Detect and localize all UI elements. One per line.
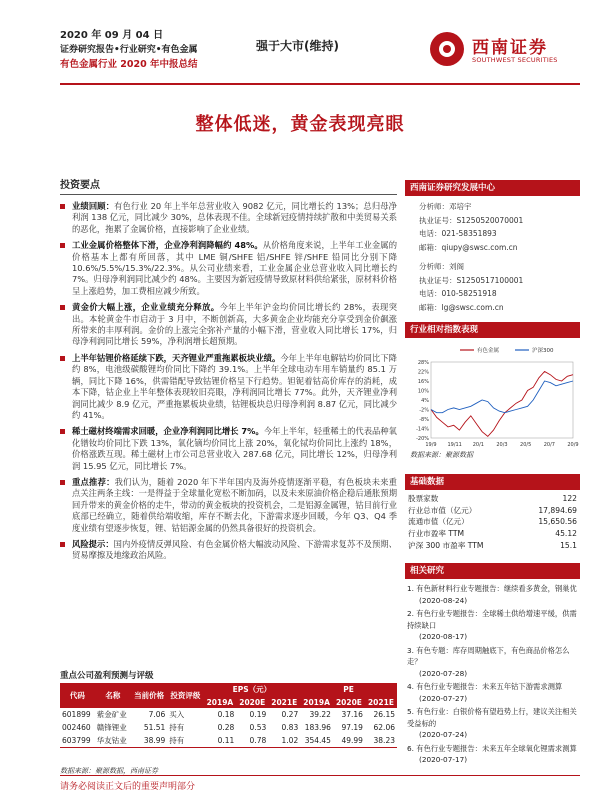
basic-data-row — [405, 493, 580, 505]
table-row — [60, 734, 397, 748]
table-cell: 买入 — [169, 710, 185, 719]
col-name: 名称 — [95, 683, 131, 708]
col-year: 2019A — [300, 696, 333, 708]
summary-point-lead: 黄金价大幅上涨，企业业绩充分释放。 — [72, 302, 220, 313]
table-cell: 37.16 — [341, 710, 363, 719]
related-item-date: (2020-08-17) — [419, 632, 468, 641]
col-eps: EPS（元） — [204, 683, 301, 696]
logo-text-cn: 西南证券 — [472, 38, 548, 58]
x-tick-label: 19/11 — [447, 442, 462, 448]
summary-point-text: 有色行业 20 年上半年总营业收入 9082 亿元，同比增长约 13%；总归母净利润 138 亿元，同比减少 30%，总体表现不佳。全球新冠疫情持续扩散和中美贸易关系的恶化，拖累了金属价格，直接影响了企业业绩。 — [72, 201, 397, 234]
related-item-date: (2020-07-17) — [419, 755, 468, 764]
table-cell: 持有 — [167, 734, 203, 748]
summary-heading: 投资要点 — [60, 176, 397, 195]
report-category: 证券研究报告•行业研究•有色金属 — [60, 45, 198, 55]
footer-disclaimer: 请务必阅读正文后的重要声明部分 — [60, 782, 196, 792]
analyst-name: 分析师：刘阁 — [419, 262, 464, 271]
stock-table — [60, 683, 397, 748]
table-cell: 0.18 — [217, 710, 235, 719]
related-item-date: (2020-07-28) — [419, 668, 468, 678]
bullet-square-icon — [60, 305, 65, 310]
basic-data-value: 122 — [562, 494, 577, 503]
table-cell: 002460 — [62, 723, 91, 732]
related-list — [405, 579, 580, 766]
stock-table-source: 数据来源：聚源数据，西南证券 — [60, 767, 158, 775]
col-code: 代码 — [60, 683, 95, 708]
analyst-cert: 执业证号：S1250517100001 — [419, 275, 524, 285]
x-tick-label: 20/3 — [496, 442, 508, 448]
summary-point-lead: 业绩回顾： — [72, 201, 115, 211]
basic-data-label: 沪深 300 市盈率 TTM — [408, 540, 484, 550]
y-tick-label: -2% — [419, 407, 429, 414]
bullet-square-icon — [60, 429, 65, 434]
col-price: 当前价格 — [131, 683, 167, 708]
table-cell: 赣锋锂业 — [96, 723, 127, 732]
y-tick-label: -8% — [419, 417, 429, 423]
table-cell: 0.19 — [249, 710, 267, 719]
col-year: 2021E — [365, 696, 397, 708]
col-year: 2020E — [333, 696, 365, 708]
bullet-square-icon — [60, 204, 65, 209]
summary-point — [60, 353, 397, 421]
basic-data-label: 流通市值（亿元） — [408, 517, 469, 527]
related-item[interactable] — [405, 583, 580, 606]
related-item-title[interactable]: 1. 有色新材料行业专题报告：继续看多黄金，钢巢优 — [407, 584, 577, 593]
bullet-square-icon — [60, 243, 65, 248]
col-year: 2019A — [204, 696, 237, 708]
analyst-phone: 电话：010-58251918 — [419, 289, 497, 298]
table-cell: 持有 — [169, 723, 185, 732]
y-tick-label: 4% — [421, 398, 429, 404]
summary-points — [60, 201, 397, 562]
related-item-title[interactable]: 5. 有色行业：白银价格有望趋势上行，建议关注相关受益标的 — [407, 707, 577, 728]
summary-point-text: 今年上半年沪金均价同比增长约 28%，表现突出。本轮黄金牛市启动于 3 月中，不断创新高，大多黄金企业均能充分享受到金价飙涨所带来的丰厚利润。金价的上涨完全弥补产量的小幅下滑，营业收入同比增长 17%，归母净利润同比增长 59%，净利润增长超预期。 — [72, 302, 397, 347]
related-item-title[interactable]: 3. 有色专题：库存周期触底下，有色商品价格怎么走？ — [407, 645, 570, 666]
stock-table-heading: 重点公司盈利预测与评级 — [60, 671, 154, 681]
rating: 强于大市(维持) — [256, 39, 339, 53]
analyst-list — [405, 196, 580, 314]
index-chart — [405, 340, 580, 460]
basic-data-panel — [405, 474, 580, 552]
col-year: 2021E — [268, 696, 300, 708]
plot-area — [431, 362, 573, 438]
table-cell: 183.96 — [304, 723, 331, 732]
bullet-square-icon — [60, 356, 65, 361]
y-tick-label: 28% — [417, 360, 429, 366]
col-rating: 投资评级 — [167, 683, 203, 708]
analyst-heading: 西南证券研究发展中心 — [405, 180, 580, 196]
table-cell: 7.06 — [148, 710, 166, 719]
summary-point-lead: 工业金属价格整体下滑，企业净利润降幅约 48%。 — [72, 240, 263, 251]
related-item-date: (2020-08-24) — [419, 595, 468, 605]
related-item-date: (2020-07-27) — [419, 693, 468, 703]
summary-point-text: 我们认为，随着 2020 年下半年国内及海外疫情逐渐平稳，有色板块未来重点关注两条主线：一是得益于全球量化宽松不断加码，以及未来原油价格企稳后通胀预期回升带来的黄金价格的走牛，带动的黄金板块的投资机会，二是铝源金属锂，钴目前行业底部已经确立，随着供给端收缩，库存不断去化，下游需求逐步回暖，今年 Q3、Q4 季度业绩有望逐步恢复，锂、钴铝源金属的仍然具备很好的投资机会。 — [72, 476, 397, 533]
related-item-title[interactable]: 2. 有色行业专题报告：全球稀土供给增速平缓，供需持续缺口 — [407, 609, 577, 630]
table-cell: 0.78 — [236, 734, 268, 748]
table-cell: 49.99 — [333, 734, 365, 748]
summary-point — [60, 426, 397, 472]
legend-label: 沪深300 — [532, 348, 554, 354]
summary-point — [60, 201, 397, 235]
summary-point-text: 今年上半年电解钴均价同比下降约 8%，电池级碳酸锂均价同比下降约 39.1%。上半年全球电动车用车销量约 85.1 万辆，同比下降 16%，供需错配导致钴锂价格呈下行趋势。钽铌着钴高价库存的消耗，成本下降，钴企业上半年整体表现较旧亮眼，净利润同比增长 77%。此外，天齐锂业净利润同比减少 8.9 亿元，严重拖累板块业绩，钴锂板块总归母净利润 8.87 亿元，同比减少约 41%。 — [72, 352, 397, 420]
related-item[interactable] — [405, 743, 580, 766]
table-cell: 0.53 — [249, 723, 267, 732]
logo-mark-icon — [430, 32, 464, 66]
related-item-date: (2020-07-24) — [419, 730, 468, 739]
summary-point-lead: 稀土磁材终端需求回暖，企业净利润同比增长 7%。 — [72, 426, 264, 437]
footer-divider — [60, 775, 580, 776]
table-cell: 38.23 — [365, 734, 397, 748]
logo-text-en: SOUTHWEST SECURITIES — [472, 56, 558, 64]
analyst-name: 分析师：邓培宇 — [419, 202, 472, 211]
basic-data-row — [405, 505, 580, 517]
basic-data-value: 45.12 — [555, 529, 577, 539]
series-line — [431, 372, 573, 437]
analyst-card — [405, 200, 580, 254]
summary-point-lead: 风险提示： — [72, 538, 114, 549]
summary-point — [60, 477, 397, 534]
table-cell: 26.15 — [373, 710, 395, 719]
table-cell: 62.06 — [373, 723, 395, 732]
table-cell: 354.45 — [300, 734, 333, 748]
summary-point — [60, 302, 397, 348]
table-cell: 603799 — [60, 734, 95, 748]
table-cell: 97.19 — [341, 723, 363, 732]
analyst-phone: 电话：021-58351893 — [419, 229, 497, 238]
main-title: 整体低迷，黄金表现亮眼 — [195, 114, 405, 135]
legend-label: 有色金属 — [477, 348, 500, 354]
basic-data-label: 行业市盈率 TTM — [408, 529, 465, 539]
basic-data-label: 行业总市值（亿元） — [408, 505, 477, 515]
x-tick-label: 20/9 — [567, 442, 579, 448]
report-title: 有色金属行业 2020 年中报总结 — [60, 59, 198, 70]
x-tick-label: 19/9 — [425, 442, 437, 448]
summary-point-text: 国内外疫情反弹风险、有色金属价格大幅波动风险、下游需求复苏不及预期、贸易摩擦及地缘政治风险。 — [72, 538, 397, 561]
related-item[interactable] — [405, 608, 580, 643]
table-cell: 0.28 — [217, 723, 235, 732]
stock-table-body — [60, 708, 397, 748]
company-logo — [430, 30, 580, 76]
related-item[interactable] — [405, 645, 580, 680]
summary-point — [60, 539, 397, 562]
summary-point-lead: 上半年钴锂价格延续下跌，天齐锂业严重拖累板块业绩。 — [72, 352, 281, 363]
bullet-square-icon — [60, 542, 65, 547]
table-cell: 1.02 — [268, 734, 300, 748]
table-cell: 0.83 — [281, 723, 299, 732]
summary-point-lead: 重点推荐： — [72, 476, 115, 487]
table-cell: 华友钴业 — [95, 734, 131, 748]
table-cell: 38.99 — [131, 734, 167, 748]
summary-section — [60, 176, 397, 567]
analyst-email: 邮箱：qiupy@swsc.com.cn — [419, 242, 518, 252]
y-tick-label: 22% — [417, 369, 429, 376]
y-tick-label: 16% — [417, 379, 429, 385]
y-tick-label: 10% — [417, 388, 429, 395]
y-tick-label: -14% — [416, 426, 429, 433]
x-tick-label: 20/7 — [543, 442, 555, 448]
x-tick-label: 20/5 — [520, 442, 532, 448]
analyst-card — [405, 260, 580, 314]
header-divider — [60, 83, 580, 85]
basic-data-rows — [405, 490, 580, 552]
related-item[interactable] — [405, 706, 580, 741]
table-row — [60, 721, 397, 734]
basic-data-row — [405, 516, 580, 528]
x-tick-label: 20/1 — [472, 442, 484, 448]
series-line — [431, 381, 573, 413]
basic-data-value: 15,650.56 — [538, 517, 577, 527]
bullet-square-icon — [60, 480, 65, 485]
analyst-panel — [405, 180, 580, 320]
index-chart-source: 数据来源：聚源数据 — [410, 451, 473, 459]
index-chart-header — [405, 322, 580, 338]
related-item-title[interactable]: 6. 有色行业专题报告：未来五年全球氧化锂需求测算 — [407, 743, 577, 753]
table-cell: 紫金矿业 — [96, 710, 127, 719]
summary-point — [60, 240, 397, 297]
table-cell: 0.27 — [281, 710, 299, 719]
table-cell: 0.11 — [204, 734, 237, 748]
table-cell: 601899 — [62, 710, 91, 719]
col-pe: PE — [300, 683, 397, 696]
analyst-cert: 执业证号：S1250520070001 — [419, 215, 524, 225]
related-heading: 相关研究 — [405, 563, 580, 579]
summary-point-text: 今年上半年，轻重稀土的代表品种氧化镨钕均价同比下跌 13%，氧化镝均价同比上涨 20%，氧化铽均价同比上涨约 18%，价格涨跌互现。稀土磁材上市公司总营业收入 287.68 亿元，同比增长 12%，归母净利润 15.95 亿元，同比增长 7%。 — [72, 426, 397, 471]
analyst-email: 邮箱：lg@swsc.com.cn — [419, 302, 504, 312]
related-item[interactable] — [405, 681, 580, 704]
table-cell: 39.22 — [309, 710, 331, 719]
summary-point-text: 从价格角度来说，上半年工业金属的价格基本上都有所回落，其中 LME 铜/SHFE 铝/SHFE 锌/SHFE 铅同比分别下降 10.6%/5.5%/15.3%/22.3%。从公司业绩来看，工业金属企业总营业收入同比增长约 7%。归母净利润同比减少约 48%。主要因为新冠疫情导致原材料供给紧张，原材料价格呈上涨趋势，加工费相应减少所致。 — [72, 240, 397, 296]
related-item-title[interactable]: 4. 有色行业专题报告：未来五年钴下游需求测算 — [407, 682, 563, 691]
table-cell: 51.51 — [143, 723, 166, 732]
basic-data-value: 17,894.69 — [538, 505, 577, 515]
basic-data-heading: 基础数据 — [405, 474, 580, 490]
basic-data-value: 15.1 — [560, 540, 577, 550]
y-tick-label: -20% — [416, 436, 429, 442]
basic-data-row — [405, 540, 580, 552]
related-panel — [405, 563, 580, 768]
col-year: 2020E — [236, 696, 268, 708]
basic-data-row — [405, 528, 580, 540]
table-row — [60, 708, 397, 721]
index-chart-heading: 行业相对指数表现 — [405, 322, 580, 338]
basic-data-label: 股票家数 — [408, 494, 439, 503]
report-date: 2020 年 09 月 04 日 — [60, 30, 164, 41]
